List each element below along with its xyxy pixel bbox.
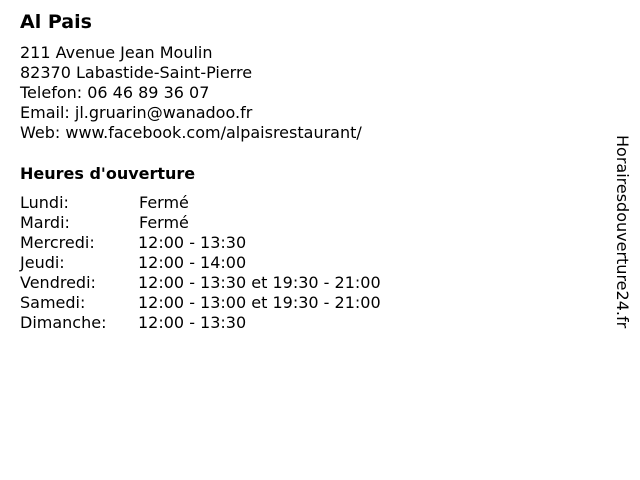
- day-label: Mardi:: [20, 213, 70, 232]
- hours-value: 12:00 - 14:00: [138, 253, 247, 272]
- day-label: Vendredi:: [20, 273, 96, 292]
- day-label: Lundi:: [20, 193, 69, 212]
- day-label: Jeudi:: [20, 253, 65, 272]
- opening-hours-heading: Heures d'ouverture: [20, 164, 196, 183]
- hours-value: Fermé: [139, 193, 189, 212]
- website-link: Web: www.facebook.com/alpaisrestaurant/: [20, 123, 362, 142]
- hours-value: 12:00 - 13:30: [138, 233, 247, 252]
- day-label: Dimanche:: [20, 313, 107, 332]
- business-name: Al Pais: [20, 11, 92, 33]
- email-address: Email: jl.gruarin@wanadoo.fr: [20, 103, 253, 122]
- hours-value: 12:00 - 13:00 et 19:30 - 21:00: [138, 293, 381, 312]
- phone-number: Telefon: 06 46 89 36 07: [20, 83, 210, 102]
- hours-value: 12:00 - 13:30 et 19:30 - 21:00: [138, 273, 381, 292]
- day-label: Samedi:: [20, 293, 86, 312]
- address-line2: 82370 Labastide-Saint-Pierre: [20, 63, 253, 82]
- address-line1: 211 Avenue Jean Moulin: [20, 43, 213, 62]
- contact-info: [20, 43, 362, 143]
- hours-value: Fermé: [139, 213, 189, 232]
- day-label: Mercredi:: [20, 233, 95, 252]
- hours-value: 12:00 - 13:30: [138, 313, 247, 332]
- site-watermark: Horairesdouverture24.fr: [613, 135, 632, 329]
